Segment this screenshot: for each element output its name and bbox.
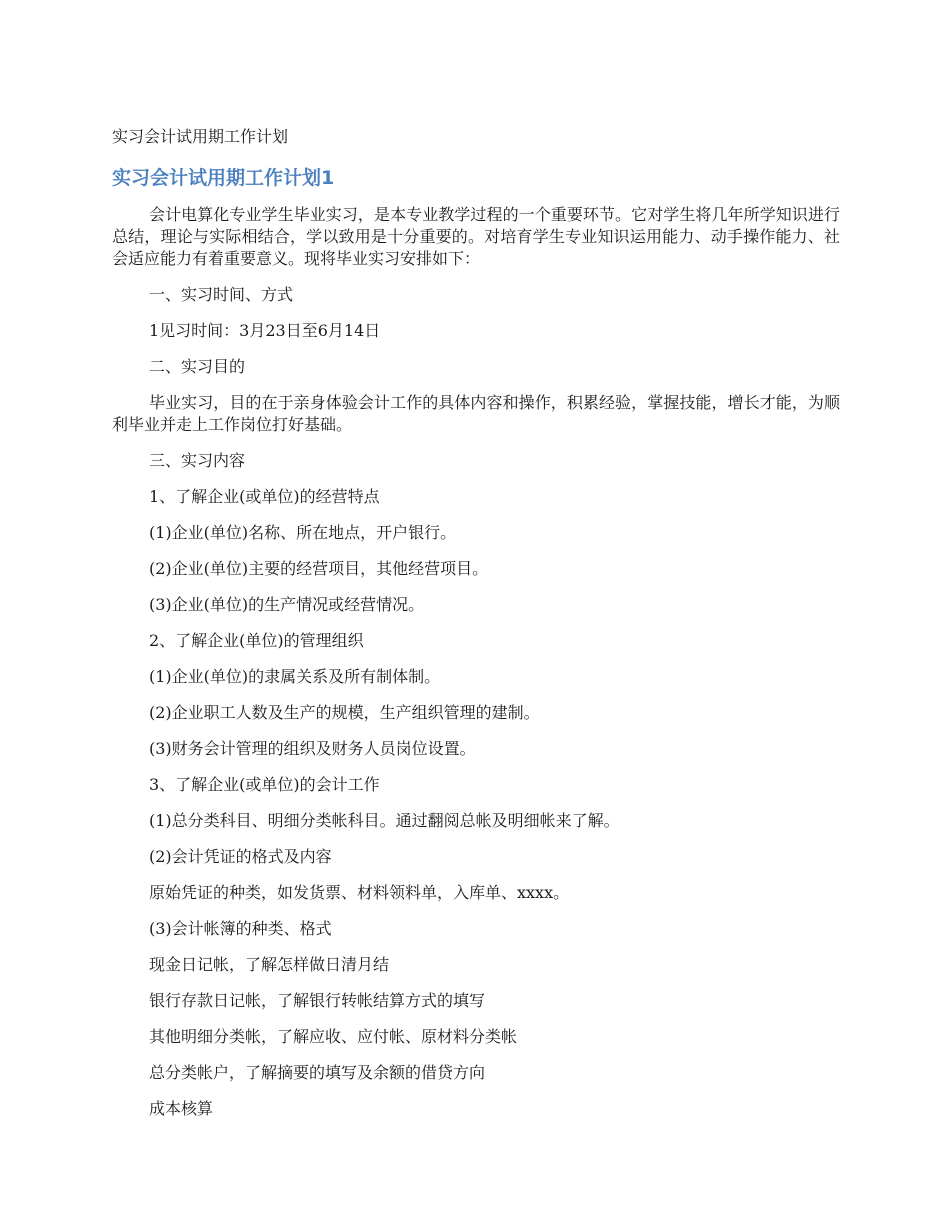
list-item: (3)会计帐簿的种类、格式 [149,919,332,938]
subsection-title: 2、了解企业(单位)的管理组织 [149,631,364,650]
subsection-title: 3、了解企业(或单位)的会计工作 [149,775,380,794]
paragraph: 成本核算 [149,1099,214,1118]
list-item: (1)企业(单位)的隶属关系及所有制体制。 [149,667,441,686]
paragraph: 其他明细分类帐，了解应收、应付帐、原材料分类帐 [149,1027,518,1046]
list-item: (1)企业(单位)名称、所在地点，开户银行。 [149,523,457,542]
subsection-title: 1、了解企业(或单位)的经营特点 [149,487,380,506]
paragraph: 现金日记帐，了解怎样做日清月结 [149,955,390,974]
list-item: (2)会计凭证的格式及内容 [149,847,332,866]
paragraph: 1见习时间：3月23日至6月14日 [149,321,381,340]
document-title: 实习会计试用期工作计划 [112,127,289,146]
list-item: (3)财务会计管理的组织及财务人员岗位设置。 [149,739,476,758]
list-item: (1)总分类科目、明细分类帐科目。通过翻阅总帐及明细帐来了解。 [149,811,620,830]
paragraph: 银行存款日记帐，了解银行转帐结算方式的填写 [149,991,486,1010]
list-item: (3)企业(单位)的生产情况或经营情况。 [149,595,425,614]
paragraph-intro: 会计电算化专业学生毕业实习，是本专业教学过程的一个重要环节。它对学生将几年所学知识进行总结，理论与实际相结合，学以致用是十分重要的。对培育学生专业知识运用能力、动手操作能力、社会适应能力有着重要意义。现将毕业实习安排如下： [112,205,840,268]
paragraph: 原始凭证的种类，如发货票、材料领料单，入库单、xxxx。 [149,883,570,902]
document-body [112,204,840,1134]
section-heading: 实习会计试用期工作计划1 [112,167,335,189]
paragraph: 总分类帐户，了解摘要的填写及余额的借贷方向 [149,1063,486,1082]
section-3-title: 三、实习内容 [149,451,246,470]
list-item: (2)企业(单位)主要的经营项目，其他经营项目。 [149,559,489,578]
paragraph: 毕业实习，目的在于亲身体验会计工作的具体内容和操作，积累经验，掌握技能，增长才能，为顺利毕业并走上工作岗位打好基础。 [112,393,840,434]
list-item: (2)企业职工人数及生产的规模，生产组织管理的建制。 [149,703,540,722]
section-2-title: 二、实习目的 [149,357,246,376]
section-1-title: 一、实习时间、方式 [149,285,294,304]
